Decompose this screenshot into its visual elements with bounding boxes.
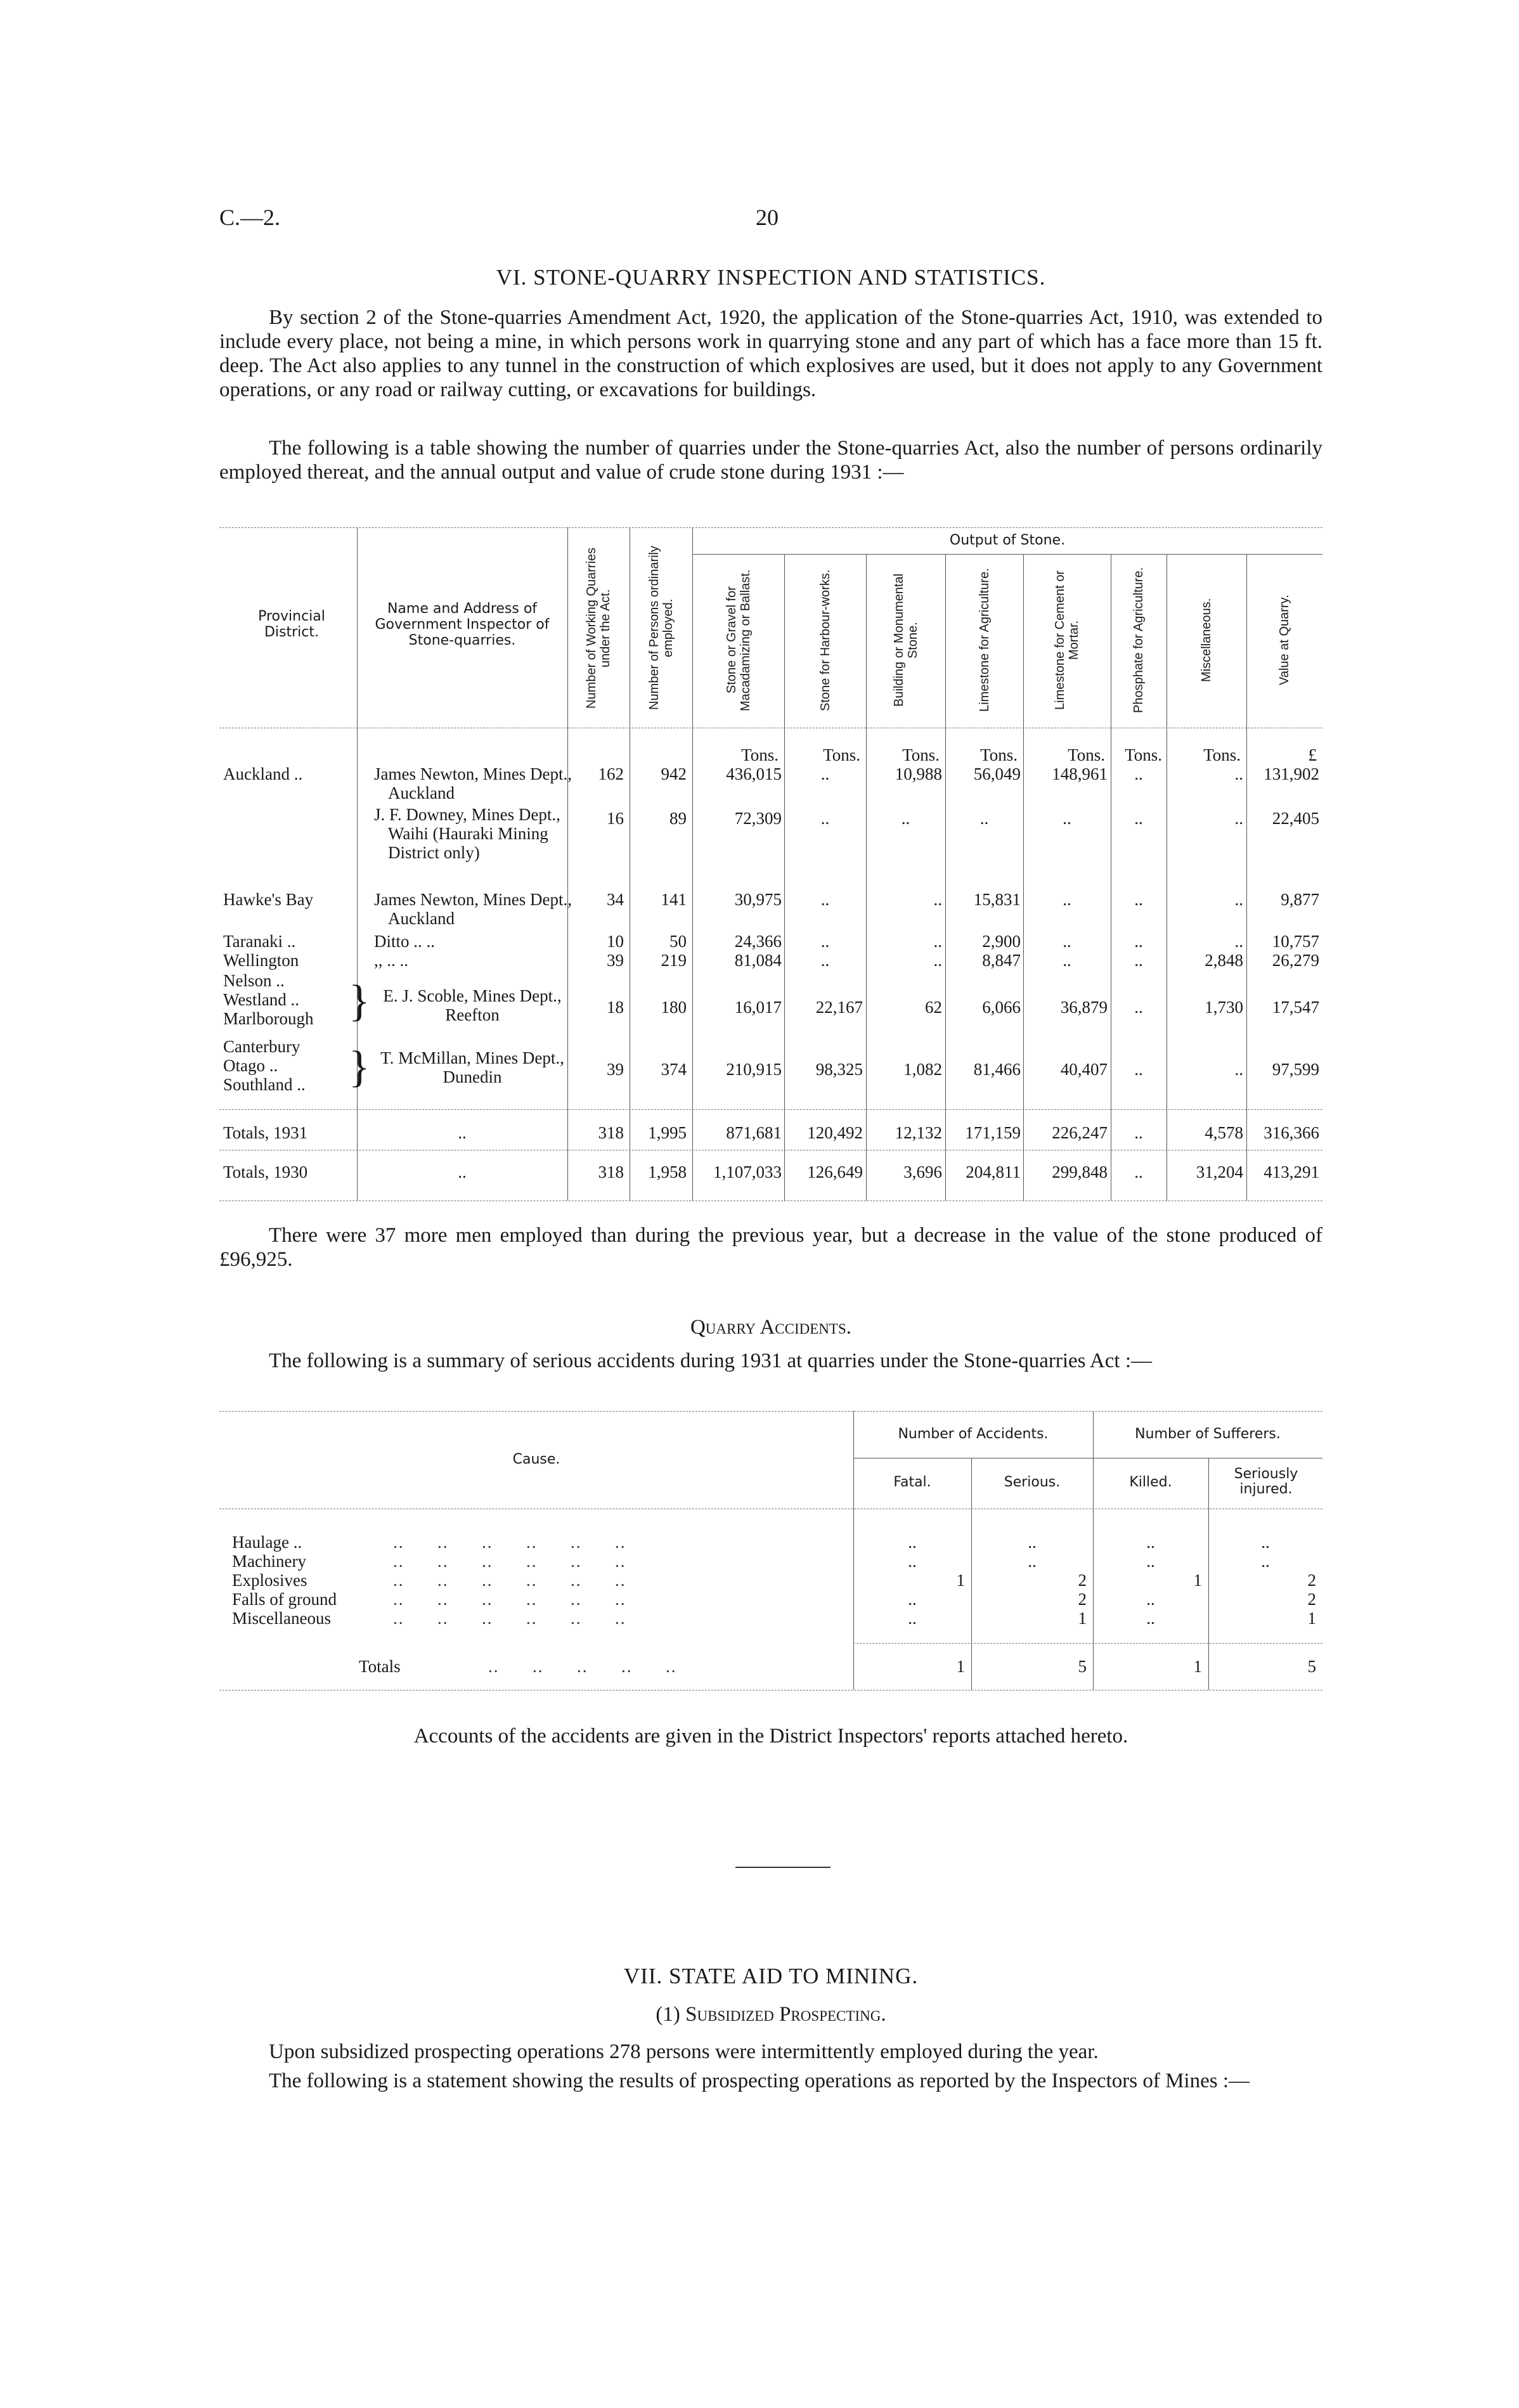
totals-phosphate: .. <box>1134 1162 1143 1181</box>
header-killed: Killed. <box>1129 1474 1172 1490</box>
header-sufferers: Number of Sufferers. <box>1135 1426 1281 1442</box>
header-lime-agri: Limestone for Agriculture. <box>977 568 992 712</box>
row-phosphate: .. <box>1134 890 1143 909</box>
row-phosphate: .. <box>1134 932 1143 951</box>
accident-totals-injured: 5 <box>1307 1657 1316 1676</box>
row-inspector: E. J. Scoble, Mines Dept., Reefton <box>383 986 562 1024</box>
row-harbour: .. <box>820 932 830 951</box>
accidents-intro: The following is a summary of serious accidents during 1931 at quarries under the Stone-quarries Act :— <box>269 1349 1152 1372</box>
totals-value: 316,366 <box>1264 1123 1319 1142</box>
row-gravel: 30,975 <box>734 890 782 909</box>
row-district: Wellington <box>223 951 299 970</box>
totals-quarries: 318 <box>598 1123 624 1142</box>
row-misc: .. <box>1234 932 1243 951</box>
accident-fatal: .. <box>908 1533 917 1552</box>
accident-cause: Miscellaneous <box>232 1609 331 1628</box>
accident-cause: Haulage .. <box>232 1533 302 1552</box>
header-inspector: Name and Address of Government Inspector of Stone-quarries. <box>375 601 550 648</box>
row-lime-agri: 2,900 <box>982 932 1021 951</box>
header-phosphate: Phosphate for Agriculture. <box>1132 567 1146 714</box>
row-district: Hawke's Bay <box>223 890 314 909</box>
row-lime-cement: 148,961 <box>1052 764 1108 783</box>
unit-gravel: Tons. <box>741 745 779 764</box>
row-quarries: 16 <box>607 809 624 828</box>
row-value: 131,902 <box>1264 764 1319 783</box>
accident-injured: 2 <box>1307 1590 1316 1609</box>
totals-phosphate: .. <box>1134 1123 1143 1142</box>
row-lime-cement: 40,407 <box>1060 1060 1108 1079</box>
row-value: 26,279 <box>1272 951 1319 970</box>
row-gravel: 210,915 <box>726 1060 782 1079</box>
row-harbour: .. <box>820 809 830 828</box>
row-misc: .. <box>1234 764 1243 783</box>
header-serious: Serious. <box>1004 1474 1061 1490</box>
row-district: Auckland .. <box>223 764 303 783</box>
unit-building: Tons. <box>902 745 940 764</box>
accident-totals-killed: 1 <box>1193 1657 1202 1676</box>
header-building: Building or Monumental Stone. <box>891 573 920 707</box>
accident-serious: 1 <box>1078 1609 1087 1628</box>
header-cause: Cause. <box>512 1452 560 1467</box>
header-accidents: Number of Accidents. <box>898 1426 1049 1442</box>
row-lime-agri: 6,066 <box>982 998 1021 1017</box>
row-persons: 89 <box>669 809 687 828</box>
row-misc: .. <box>1234 890 1243 909</box>
row-lime-cement: .. <box>1063 809 1071 828</box>
row-phosphate: .. <box>1134 998 1143 1017</box>
section-divider <box>735 1867 831 1868</box>
accident-cause: Explosives <box>232 1571 307 1590</box>
row-quarries: 39 <box>607 1060 624 1079</box>
accidents-title: Quarry Accidents. <box>690 1316 852 1339</box>
section-6-paragraph-2: The following is a table showing the number of quarries under the Stone-quarries Act, also the number of persons ordinarily employed thereat, and the annual output and value of crude stone during 1931 :— <box>219 437 1322 484</box>
row-gravel: 72,309 <box>734 809 782 828</box>
row-quarries: 34 <box>607 890 624 909</box>
row-quarries: 162 <box>598 764 624 783</box>
row-misc: 1,730 <box>1205 998 1243 1017</box>
totals-misc: 31,204 <box>1196 1162 1243 1181</box>
section-7-title: VII. STATE AID TO MINING. <box>623 1964 919 1988</box>
row-value: 17,547 <box>1272 998 1319 1017</box>
totals-building: 12,132 <box>895 1123 942 1142</box>
row-harbour: .. <box>820 951 830 970</box>
accident-injured: .. <box>1261 1533 1270 1552</box>
accident-cause: Falls of ground <box>232 1590 337 1609</box>
brace-icon: } <box>349 1043 370 1091</box>
row-building: 62 <box>925 998 942 1017</box>
header-gravel: Stone or Gravel for Macadamizing or Ballast. <box>724 569 753 711</box>
row-value: 10,757 <box>1272 932 1319 951</box>
row-building: .. <box>933 932 942 951</box>
header-persons: Number of Persons ordinarily employed. <box>647 546 675 711</box>
totals-lime-cement: 226,247 <box>1052 1123 1108 1142</box>
row-district: Canterbury Otago .. Southland .. <box>223 1037 306 1094</box>
row-phosphate: .. <box>1134 1060 1143 1079</box>
row-quarries: 39 <box>607 951 624 970</box>
unit-lime-agri: Tons. <box>980 745 1018 764</box>
totals-inspector: .. <box>458 1123 467 1142</box>
totals-lime-agri: 204,811 <box>966 1162 1021 1181</box>
header-fatal: Fatal. <box>893 1474 931 1490</box>
accident-serious: 2 <box>1078 1571 1087 1590</box>
header-value: Value at Quarry. <box>1277 595 1291 686</box>
page-ref: C.—2. <box>219 205 281 230</box>
totals-harbour: 126,649 <box>807 1162 863 1181</box>
row-inspector: ,, .. .. <box>374 951 408 970</box>
row-phosphate: .. <box>1134 951 1143 970</box>
accident-killed: 1 <box>1193 1571 1202 1590</box>
row-gravel: 436,015 <box>726 764 782 783</box>
row-persons: 942 <box>661 764 687 783</box>
header-misc: Miscellaneous. <box>1199 598 1213 683</box>
row-building: .. <box>933 951 942 970</box>
row-harbour: .. <box>820 764 830 783</box>
row-inspector: T. McMillan, Mines Dept., Dunedin <box>380 1048 564 1086</box>
row-persons: 219 <box>661 951 687 970</box>
row-lime-cement: .. <box>1063 932 1071 951</box>
row-lime-cement: 36,879 <box>1060 998 1108 1017</box>
totals-inspector: .. <box>458 1162 467 1181</box>
accident-totals-serious: 5 <box>1078 1657 1087 1676</box>
section-7-paragraph-1: Upon subsidized prospecting operations 278 persons were intermittently employed during the year. <box>269 2040 1099 2063</box>
row-harbour: 98,325 <box>815 1060 863 1079</box>
row-gravel: 16,017 <box>734 998 782 1017</box>
row-harbour: 22,167 <box>815 998 863 1017</box>
totals-lime-agri: 171,159 <box>965 1123 1021 1142</box>
row-district: Taranaki .. <box>223 932 296 951</box>
unit-phosphate: Tons. <box>1125 745 1162 764</box>
row-lime-cement: .. <box>1063 951 1071 970</box>
accident-serious: .. <box>1028 1552 1037 1571</box>
accident-injured: .. <box>1261 1552 1270 1571</box>
row-inspector: Ditto .. .. <box>374 932 436 951</box>
row-persons: 141 <box>661 890 687 909</box>
accident-cause: Machinery <box>232 1552 306 1571</box>
header-harbour: Stone for Harbour-works. <box>818 569 832 711</box>
row-quarries: 18 <box>607 998 624 1017</box>
row-quarries: 10 <box>607 932 624 951</box>
accident-injured: 2 <box>1307 1571 1316 1590</box>
row-inspector: James Newton, Mines Dept., Auckland <box>374 890 572 928</box>
row-lime-agri: 15,831 <box>973 890 1021 909</box>
header-lime-cement: Limestone for Cement or Mortar. <box>1053 570 1081 711</box>
accident-injured: 1 <box>1307 1609 1316 1628</box>
row-lime-cement: .. <box>1063 890 1071 909</box>
totals-persons: 1,995 <box>648 1123 687 1142</box>
accident-serious: .. <box>1028 1533 1037 1552</box>
brace-icon: } <box>349 977 370 1026</box>
row-lime-agri: 8,847 <box>982 951 1021 970</box>
totals-quarries: 318 <box>598 1162 624 1181</box>
totals-label: Totals, 1930 <box>223 1162 308 1181</box>
accident-fatal: .. <box>908 1590 917 1609</box>
row-gravel: 81,084 <box>734 951 782 970</box>
totals-label: Totals, 1931 <box>223 1123 308 1142</box>
row-misc: .. <box>1234 809 1243 828</box>
totals-value: 413,291 <box>1264 1162 1319 1181</box>
row-misc: 2,848 <box>1205 951 1243 970</box>
unit-harbour: Tons. <box>823 745 860 764</box>
totals-gravel: 871,681 <box>726 1123 782 1142</box>
row-district: Nelson .. Westland .. Marlborough <box>223 971 314 1028</box>
unit-lime-cement: Tons. <box>1068 745 1105 764</box>
row-inspector: James Newton, Mines Dept., Auckland <box>374 764 572 802</box>
row-misc: .. <box>1234 1060 1243 1079</box>
row-persons: 374 <box>661 1060 687 1079</box>
row-building: 1,082 <box>903 1060 942 1079</box>
accident-killed: .. <box>1146 1609 1155 1628</box>
totals-harbour: 120,492 <box>807 1123 863 1142</box>
accident-fatal: .. <box>908 1609 917 1628</box>
header-district: Provincial District. <box>258 608 325 640</box>
row-harbour: .. <box>820 890 830 909</box>
row-phosphate: .. <box>1134 764 1143 783</box>
totals-gravel: 1,107,033 <box>713 1162 782 1181</box>
row-value: 97,599 <box>1272 1060 1319 1079</box>
page-number: 20 <box>756 205 779 230</box>
section-7-paragraph-2: The following is a statement showing the results of prospecting operations as reported by the Inspectors of Mines :— <box>269 2070 1250 2092</box>
accident-killed: .. <box>1146 1590 1155 1609</box>
accident-killed: .. <box>1146 1533 1155 1552</box>
section-6-title: VI. STONE-QUARRY INSPECTION AND STATISTICS. <box>496 265 1046 290</box>
row-value: 22,405 <box>1272 809 1319 828</box>
accidents-note: Accounts of the accidents are given in the District Inspectors' reports attached hereto. <box>413 1725 1128 1748</box>
section-7-subtitle: (1) Subsidized Prospecting. <box>656 2003 886 2026</box>
output-of-stone-header: Output of Stone. <box>949 532 1066 548</box>
row-building: .. <box>901 809 910 828</box>
totals-building: 3,696 <box>903 1162 942 1181</box>
unit-value: £ <box>1308 745 1317 764</box>
row-phosphate: .. <box>1134 809 1143 828</box>
unit-misc: Tons. <box>1203 745 1241 764</box>
totals-persons: 1,958 <box>648 1162 687 1181</box>
accident-killed: .. <box>1146 1552 1155 1571</box>
row-lime-agri: .. <box>979 809 989 828</box>
row-building: .. <box>933 890 942 909</box>
totals-lime-cement: 299,848 <box>1052 1162 1108 1181</box>
section-6-paragraph-1: By section 2 of the Stone-quarries Amendment Act, 1920, the application of the Stone-quarries Act, 1910, was extended to include every place, not being a mine, in which persons work in quarrying stone and any part of which has a face more than 15 ft. deep. The Act also applies to any tunnel in the construction of which explosives are used, but it does not apply to any Government operations, or any road or railway cutting, or excavations for buildings. <box>219 306 1322 401</box>
accident-serious: 2 <box>1078 1590 1087 1609</box>
row-persons: 180 <box>661 998 687 1017</box>
accident-fatal: 1 <box>956 1571 965 1590</box>
totals-misc: 4,578 <box>1205 1123 1243 1142</box>
section-6-after-table: There were 37 more men employed than during the previous year, but a decrease in the value of the stone produced of £96,925. <box>219 1224 1322 1271</box>
row-gravel: 24,366 <box>734 932 782 951</box>
header-injured: Seriously injured. <box>1234 1466 1298 1497</box>
accident-totals-label: Totals <box>359 1657 401 1676</box>
row-lime-agri: 56,049 <box>973 764 1021 783</box>
row-lime-agri: 81,466 <box>973 1060 1021 1079</box>
accident-totals-fatal: 1 <box>956 1657 965 1676</box>
row-value: 9,877 <box>1281 890 1319 909</box>
row-persons: 50 <box>669 932 687 951</box>
accident-fatal: .. <box>908 1552 917 1571</box>
row-building: 10,988 <box>895 764 942 783</box>
header-quarries: Number of Working Quarries under the Act. <box>585 547 612 709</box>
row-inspector: J. F. Downey, Mines Dept., Waihi (Hauraki Mining District only) <box>374 805 560 862</box>
